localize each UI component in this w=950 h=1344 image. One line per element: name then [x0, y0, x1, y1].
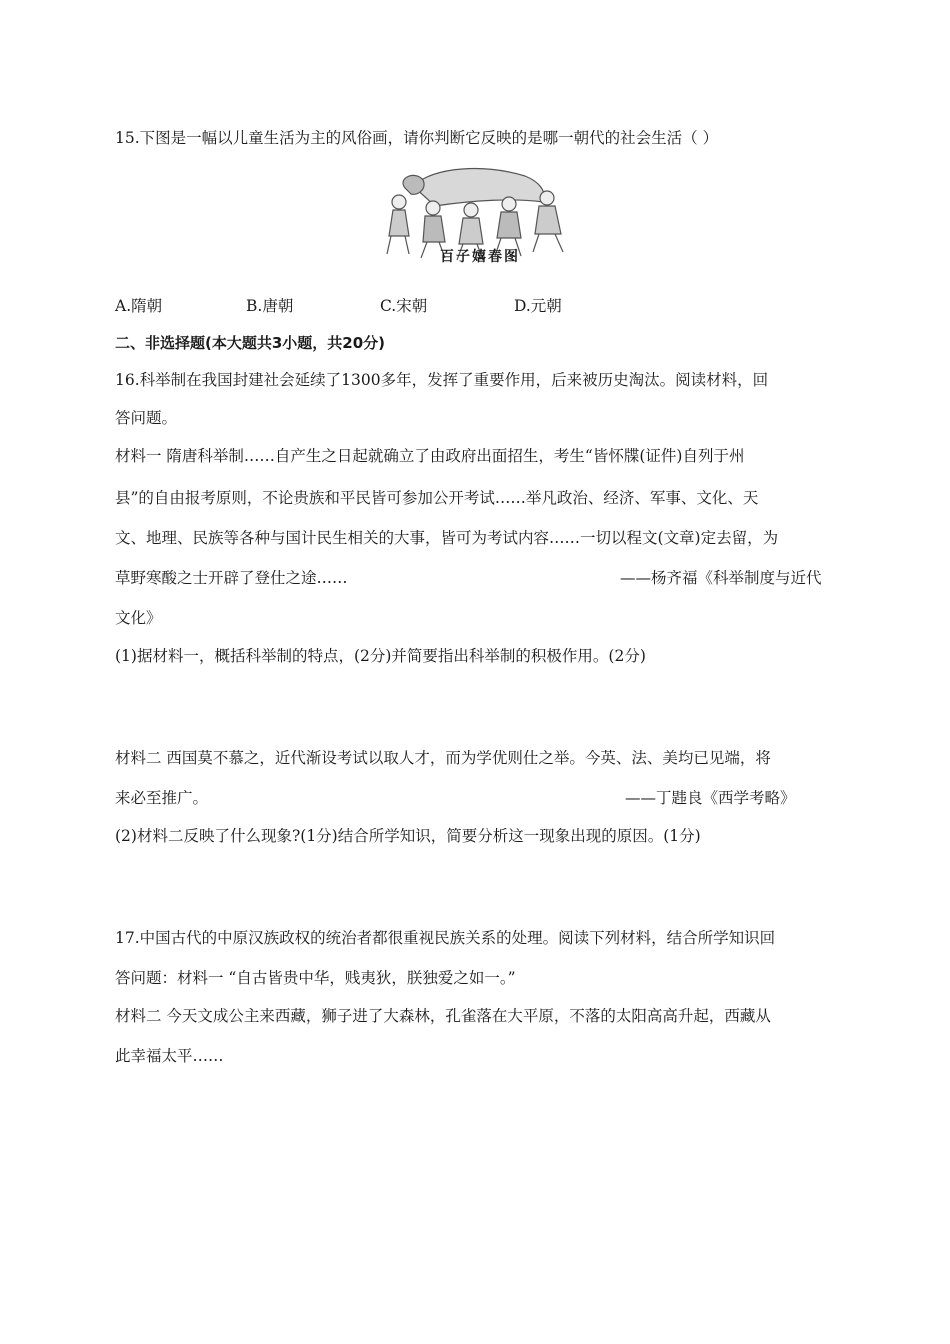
option-b: B.唐朝: [246, 297, 294, 315]
q17-line-3: 材料二 今天文成公主来西藏，狮子进了大森林，孔雀落在大平原，不落的太阳高高升起，西藏从: [115, 1007, 771, 1025]
q16-line-1: 16.科举制在我国封建社会延续了1300多年，发挥了重要作用，后来被历史淘汰。阅读材料，回: [115, 371, 769, 389]
q17-line-1: 17.中国古代的中原汉族政权的统治者都很重视民族关系的处理。阅读下列材料，结合所学知识回: [115, 929, 776, 947]
section-heading: 二、非选择题(本大题共3小题，共20分): [115, 334, 386, 352]
source-1: ——杨齐福《科举制度与近代: [620, 569, 822, 587]
source-1-wrap: 文化》: [115, 609, 162, 627]
option-c: C.宋朝: [380, 297, 428, 315]
q16-subquestion-1: (1)据材料一，概括科举制的特点，(2分)并简要指出科举制的积极作用。(2分): [115, 647, 646, 665]
q16-line-5: 文、地理、民族等各种与国计民生相关的大事，皆可为考试内容……一切以程文(文章)定去留，为: [115, 529, 779, 547]
option-a: A.隋朝: [115, 297, 163, 315]
q16-line-4: 县”的自由报考原则，不论贵族和平民皆可参加公开考试……举凡政治、经济、军事、文化、天: [115, 489, 759, 507]
q17-line-4: 此幸福太平……: [115, 1047, 224, 1065]
option-d: D.元朝: [514, 297, 562, 315]
material-2-line-1: 材料二 西国莫不慕之，近代渐设考试以取人才，而为学优则仕之举。今英、法、美均已见端，将: [115, 749, 771, 767]
q16-line-2: 答问题。: [115, 409, 178, 427]
q15-stem: 15.下图是一幅以儿童生活为主的风俗画，请你判断它反映的是哪一朝代的社会生活（ ）: [115, 129, 719, 147]
source-2: ——丁韪良《西学考略》: [625, 789, 796, 807]
material-2-line-2: 来必至推广。: [115, 789, 209, 807]
q17-line-2: 答问题：材料一 “自古皆贵中华，贱夷狄，朕独爱之如一。”: [115, 969, 516, 987]
figure-caption: 百子嬉春图: [440, 249, 520, 265]
q16-line-3: 材料一 隋唐科举制……自产生之日起就确立了由政府出面招生，考生“皆怀牒(证件)自列于州: [115, 447, 745, 465]
q16-line-6: 草野寒酸之士开辟了登仕之途……: [115, 569, 348, 587]
q16-subquestion-2: (2)材料二反映了什么现象?(1分)结合所学知识，简要分析这一现象出现的原因。(1分): [115, 827, 701, 845]
